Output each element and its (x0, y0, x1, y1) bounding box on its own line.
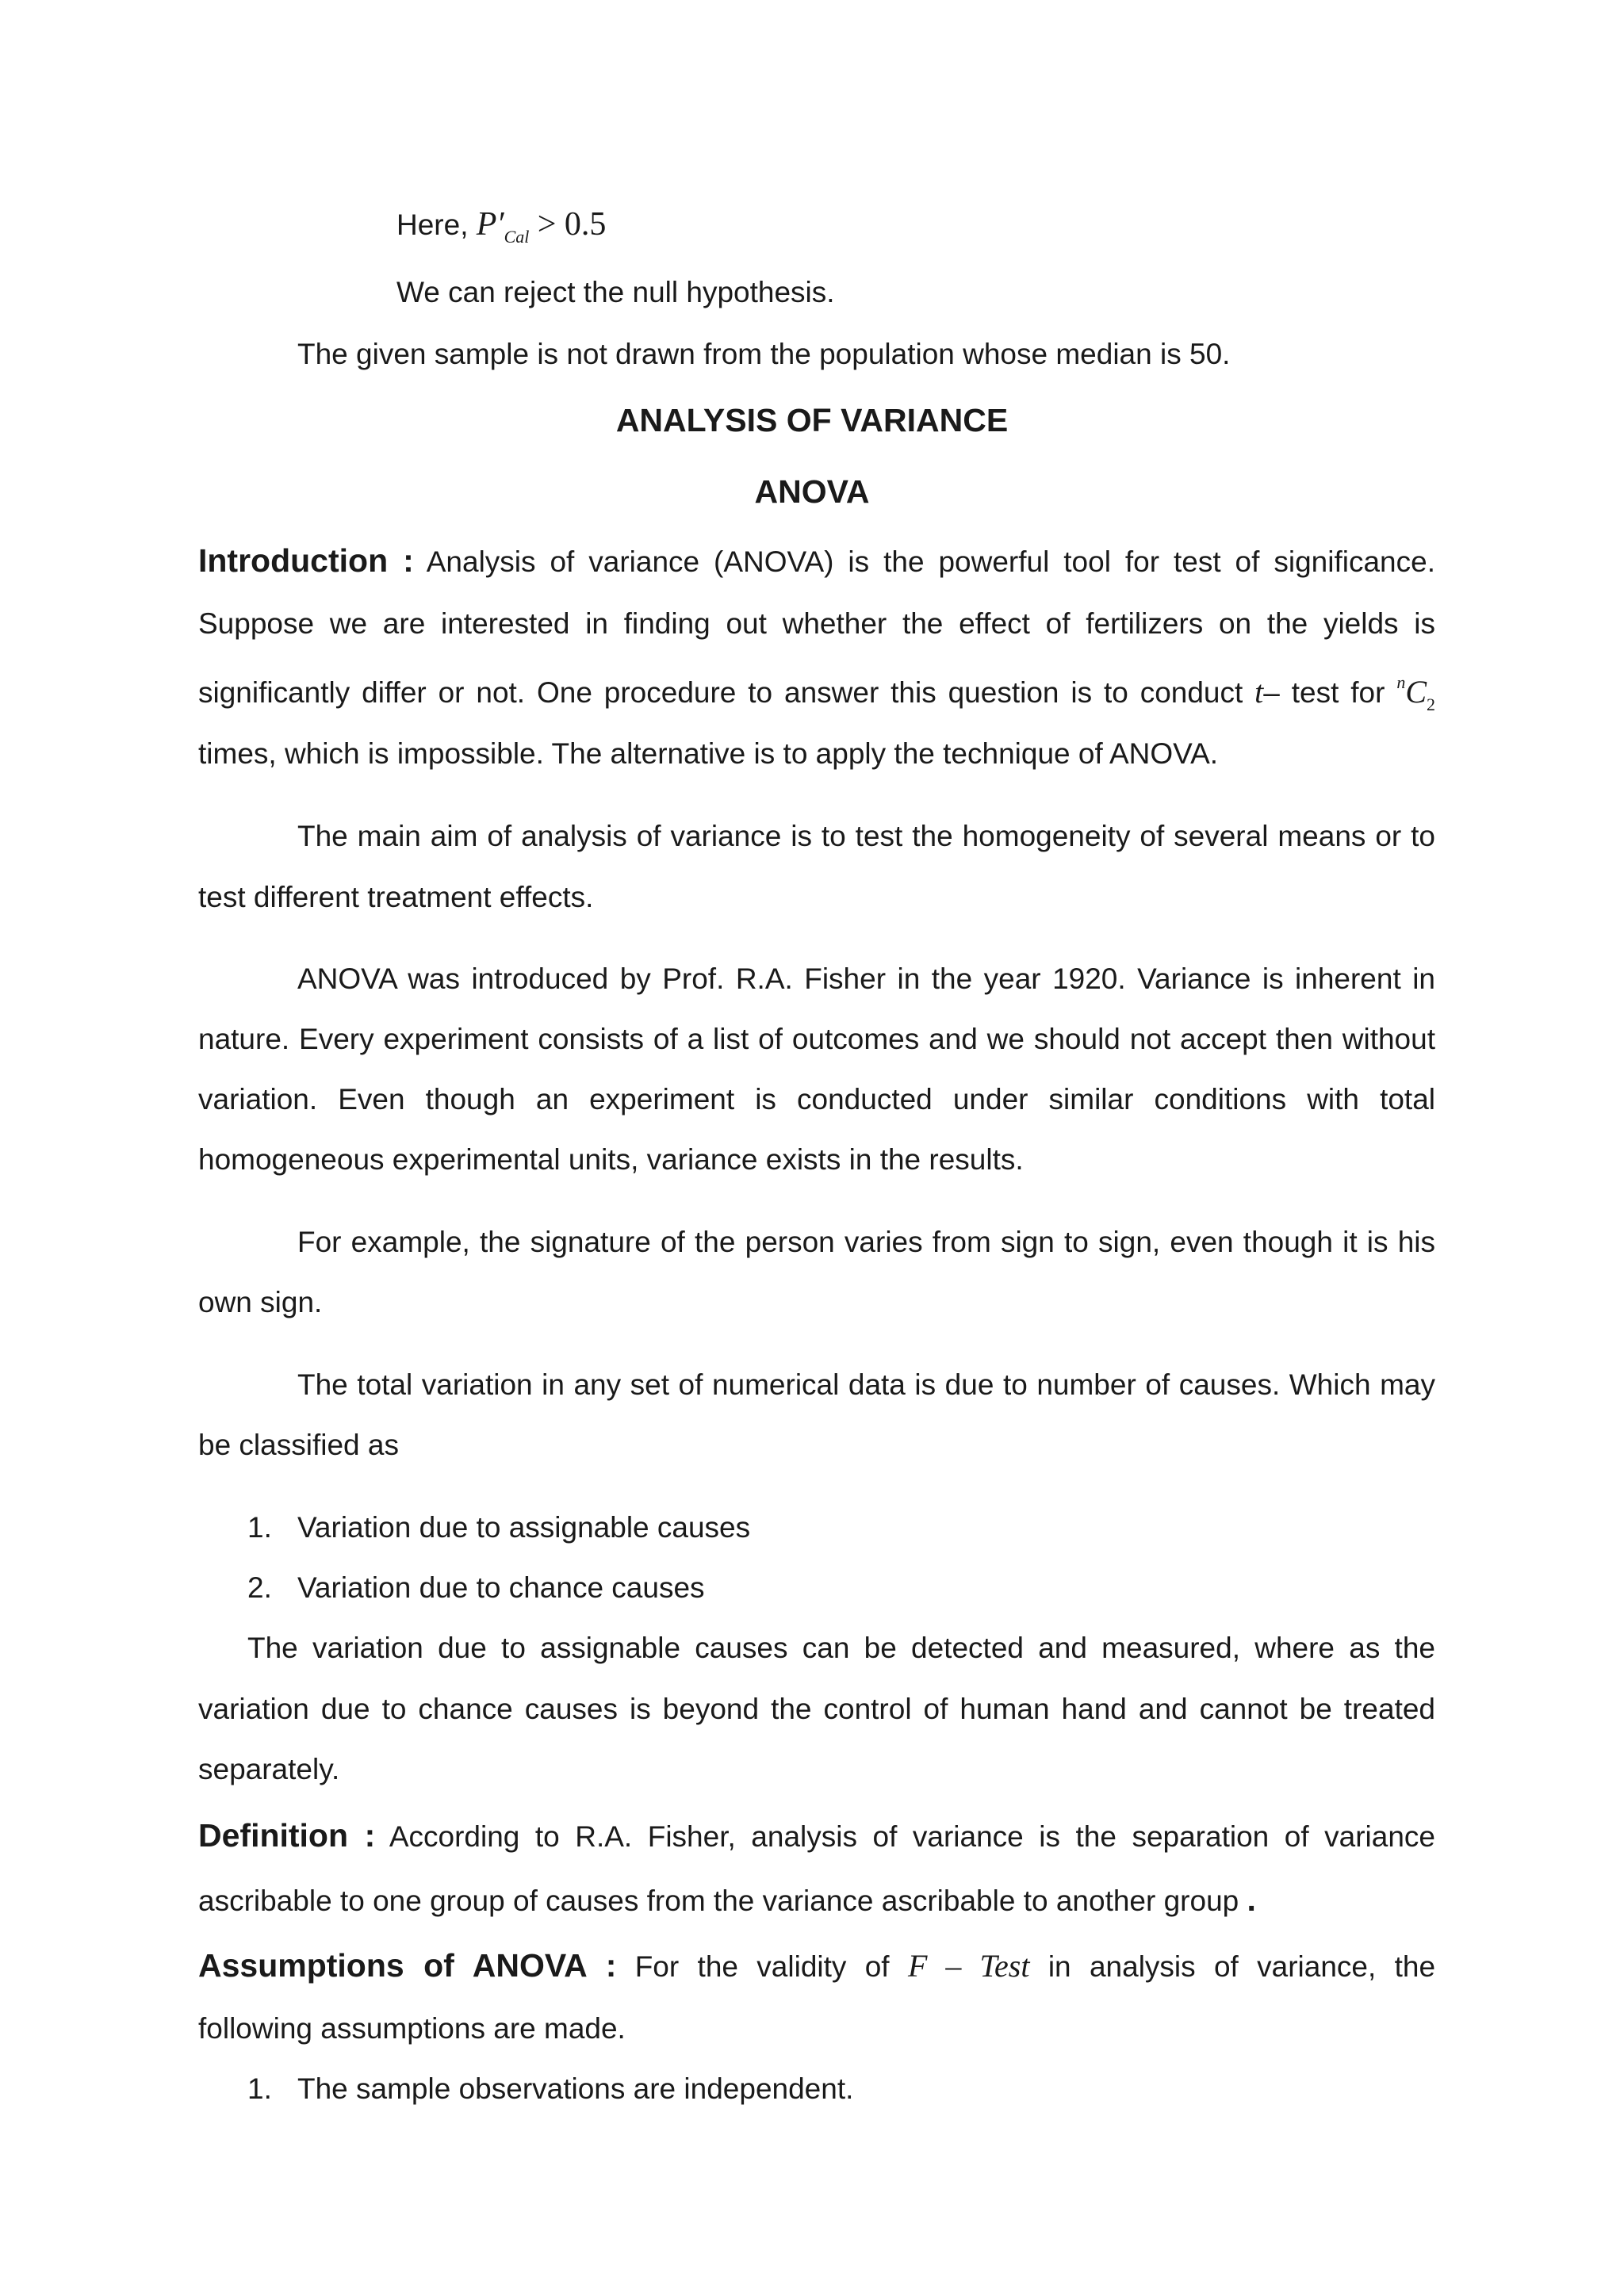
example-line-1: For example, the signature of the person varies from sign to sign, even though it is his (297, 1226, 1435, 1258)
total-line-2: be classified as (198, 1429, 399, 1461)
assignable-line-2: variation due to chance causes is beyond the control of human hand and cannot be treated (198, 1693, 1435, 1725)
definition-line-2: ascribable to one group of causes from the variance ascribable to another group . (198, 1881, 1256, 1918)
intro-line-1: Introduction : Analysis of variance (ANOVA) is the powerful tool for test of significance. (198, 542, 1435, 579)
aim-line-2: test different treatment effects. (198, 881, 594, 913)
example-line-2: own sign. (198, 1286, 323, 1318)
causes-list-num-2: 2. (247, 1571, 272, 1604)
f-test-symbol: F – Test (907, 1948, 1030, 1984)
definition-label: Definition : (198, 1817, 376, 1854)
intro-line-2: Suppose we are interested in finding out whether the effect of fertilizers on the yields is (198, 607, 1435, 640)
intro-line-4: times, which is impossible. The alternative is to apply the technique of ANOVA. (198, 737, 1219, 770)
causes-list-item-1: Variation due to assignable causes (297, 1511, 751, 1544)
fisher-line-4: homogeneous experimental units, variance exists in the results. (198, 1143, 1024, 1176)
fisher-line-3: variation. Even though an experiment is conducted under similar conditions with total (198, 1083, 1435, 1115)
intro-label: Introduction : (198, 542, 414, 579)
here-label: Here, (396, 209, 469, 241)
assumptions-line-2: following assumptions are made. (198, 2012, 626, 2045)
reject-line: We can reject the null hypothesis. (396, 276, 835, 308)
causes-list-num-1: 1. (247, 1511, 272, 1544)
p-cal-symbol: $P'_{Cal}$ (476, 206, 530, 247)
section-title: ANALYSIS OF VARIANCE (615, 402, 1009, 438)
t-symbol: t (1254, 674, 1264, 710)
assumptions-list-item-1: The sample observations are independent. (297, 2072, 854, 2105)
section-subtitle: ANOVA (754, 473, 870, 510)
assignable-line-1: The variation due to assignable causes can be detected and measured, where as the (247, 1632, 1435, 1664)
assumptions-label: Assumptions of ANOVA : (198, 1947, 617, 1984)
total-line-1: The total variation in any set of numerical data is due to number of causes. Which may (297, 1368, 1435, 1401)
here-line (396, 208, 606, 246)
fisher-line-2: nature. Every experiment consists of a list of outcomes and we should not accept then without (198, 1023, 1435, 1055)
causes-list-item-2: Variation due to chance causes (297, 1571, 705, 1604)
n-c-2-symbol: $^nC_2$ (1396, 672, 1436, 714)
p-cal-inequality: > 0.5 (537, 206, 607, 243)
aim-line-1: The main aim of analysis of variance is to test the homogeneity of several means or to (297, 820, 1435, 852)
intro-line-3: significantly differ or not. One procedure to answer this question is to conduct t– test for $^nC_2$ (198, 672, 1436, 714)
assumptions-list-num-1: 1. (247, 2072, 272, 2105)
conclusion-line: The given sample is not drawn from the population whose median is 50. (297, 338, 1231, 370)
assumptions-line-1: Assumptions of ANOVA : For the validity of F – Test in analysis of variance, the (198, 1947, 1436, 1984)
definition-line-1: Definition : According to R.A. Fisher, analysis of variance is the separation of variance (198, 1817, 1435, 1854)
assignable-line-3: separately. (198, 1753, 340, 1785)
fisher-line-1: ANOVA was introduced by Prof. R.A. Fisher in the year 1920. Variance is inherent in (297, 962, 1435, 995)
